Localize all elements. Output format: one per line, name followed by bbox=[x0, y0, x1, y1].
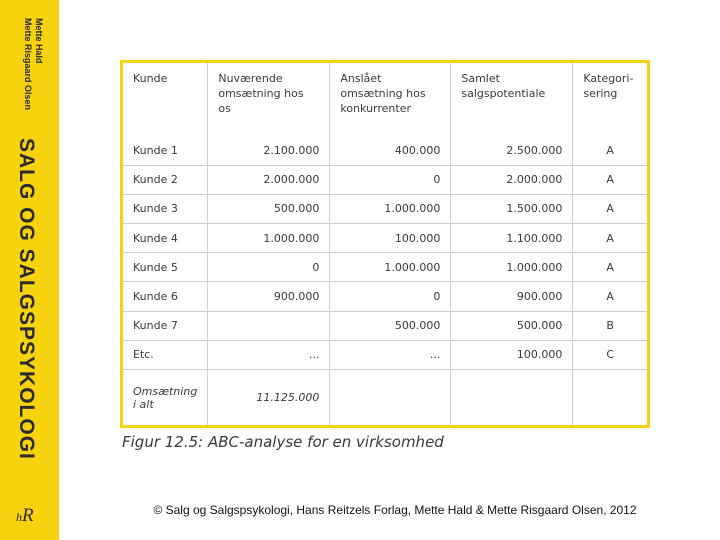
cell-kunde: Kunde 3 bbox=[133, 202, 178, 216]
abc-analysis-table bbox=[123, 63, 647, 425]
cell-empty bbox=[330, 370, 451, 425]
cell-nuvaerende-omsaetning: 900.000 bbox=[208, 282, 330, 311]
cell-samlet-salgspotentiale: 1.000.000 bbox=[451, 253, 573, 282]
cell-kategorisering: A bbox=[573, 282, 647, 311]
cell-anslaaet-omsaetning: 100.000 bbox=[330, 224, 451, 253]
cell-empty bbox=[573, 370, 647, 425]
table-row bbox=[123, 253, 647, 282]
cell-kunde: Kunde 5 bbox=[133, 260, 178, 274]
cell-anslaaet-omsaetning: 1.000.000 bbox=[330, 194, 451, 223]
book-title: SALG OG SALGSPSYKOLOGI bbox=[15, 138, 38, 460]
cell-empty bbox=[451, 370, 573, 425]
table-row bbox=[123, 282, 647, 311]
cell-nuvaerende-omsaetning: ... bbox=[208, 340, 330, 369]
cell-kategorisering: A bbox=[573, 224, 647, 253]
column-header-samlet-salgspotentiale: Samlet salgspotentiale bbox=[451, 63, 573, 137]
cell-kategorisering: A bbox=[573, 194, 647, 223]
cell-anslaaet-omsaetning: ... bbox=[330, 340, 451, 369]
cell-anslaaet-omsaetning: 500.000 bbox=[330, 311, 451, 340]
cell-kunde: Etc. bbox=[133, 348, 154, 362]
publisher-logo-h: h bbox=[16, 510, 22, 524]
cell-samlet-salgspotentiale: 2.000.000 bbox=[451, 165, 573, 194]
cell-nuvaerende-omsaetning bbox=[208, 311, 330, 340]
cell-nuvaerende-omsaetning: 0 bbox=[208, 253, 330, 282]
table-row bbox=[123, 194, 647, 223]
cell-kunde: Kunde 1 bbox=[133, 144, 178, 158]
cell-kunde: Kunde 4 bbox=[133, 231, 178, 245]
cell-kunde: Kunde 2 bbox=[133, 173, 178, 187]
cell-kategorisering: A bbox=[573, 165, 647, 194]
total-label: Omsætning i alt bbox=[133, 384, 198, 411]
total-value: 11.125.000 bbox=[208, 370, 330, 425]
table-row bbox=[123, 340, 647, 369]
cell-nuvaerende-omsaetning: 500.000 bbox=[208, 194, 330, 223]
sidebar-band bbox=[0, 0, 59, 540]
table-header-row bbox=[123, 63, 647, 137]
table-row bbox=[123, 224, 647, 253]
cell-samlet-salgspotentiale: 2.500.000 bbox=[451, 137, 573, 165]
copyright-footer: © Salg og Salgspsykologi, Hans Reitzels Forlag, Mette Hald & Mette Risgaard Olsen, 2012 bbox=[153, 503, 637, 517]
cell-samlet-salgspotentiale: 500.000 bbox=[451, 311, 573, 340]
book-authors bbox=[22, 18, 44, 110]
publisher-logo-r: R bbox=[22, 505, 34, 526]
table-row bbox=[123, 311, 647, 340]
column-header-anslaaet-omsaetning: Anslået omsætning hos konkurrenter bbox=[330, 63, 451, 137]
cell-nuvaerende-omsaetning: 2.100.000 bbox=[208, 137, 330, 165]
cell-anslaaet-omsaetning: 0 bbox=[330, 282, 451, 311]
cell-samlet-salgspotentiale: 1.100.000 bbox=[451, 224, 573, 253]
column-header-nuvaerende-omsaetning: Nuværende omsætning hos os bbox=[208, 63, 330, 137]
cell-nuvaerende-omsaetning: 2.000.000 bbox=[208, 165, 330, 194]
cell-samlet-salgspotentiale: 1.500.000 bbox=[451, 194, 573, 223]
column-header-kunde: Kunde bbox=[133, 72, 168, 85]
abc-analysis-figure bbox=[120, 60, 650, 428]
table-total-row bbox=[123, 370, 647, 425]
cell-kategorisering: A bbox=[573, 137, 647, 165]
cell-kunde: Kunde 6 bbox=[133, 290, 178, 304]
cell-anslaaet-omsaetning: 1.000.000 bbox=[330, 253, 451, 282]
cell-samlet-salgspotentiale: 100.000 bbox=[451, 340, 573, 369]
cell-kategorisering: B bbox=[573, 311, 647, 340]
figure-caption: Figur 12.5: ABC-analyse for en virksomhed bbox=[122, 433, 444, 451]
table-row bbox=[123, 165, 647, 194]
cell-anslaaet-omsaetning: 0 bbox=[330, 165, 451, 194]
cell-kategorisering: A bbox=[573, 253, 647, 282]
author-name: Mette Risgaard Olsen bbox=[23, 18, 33, 111]
author-name: Mette Hald bbox=[34, 18, 44, 64]
cell-kunde: Kunde 7 bbox=[133, 319, 178, 333]
cell-nuvaerende-omsaetning: 1.000.000 bbox=[208, 224, 330, 253]
cell-kategorisering: C bbox=[573, 340, 647, 369]
cell-anslaaet-omsaetning: 400.000 bbox=[330, 137, 451, 165]
column-header-kategorisering: Kategori-sering bbox=[573, 63, 647, 137]
cell-samlet-salgspotentiale: 900.000 bbox=[451, 282, 573, 311]
table-row bbox=[123, 137, 647, 165]
